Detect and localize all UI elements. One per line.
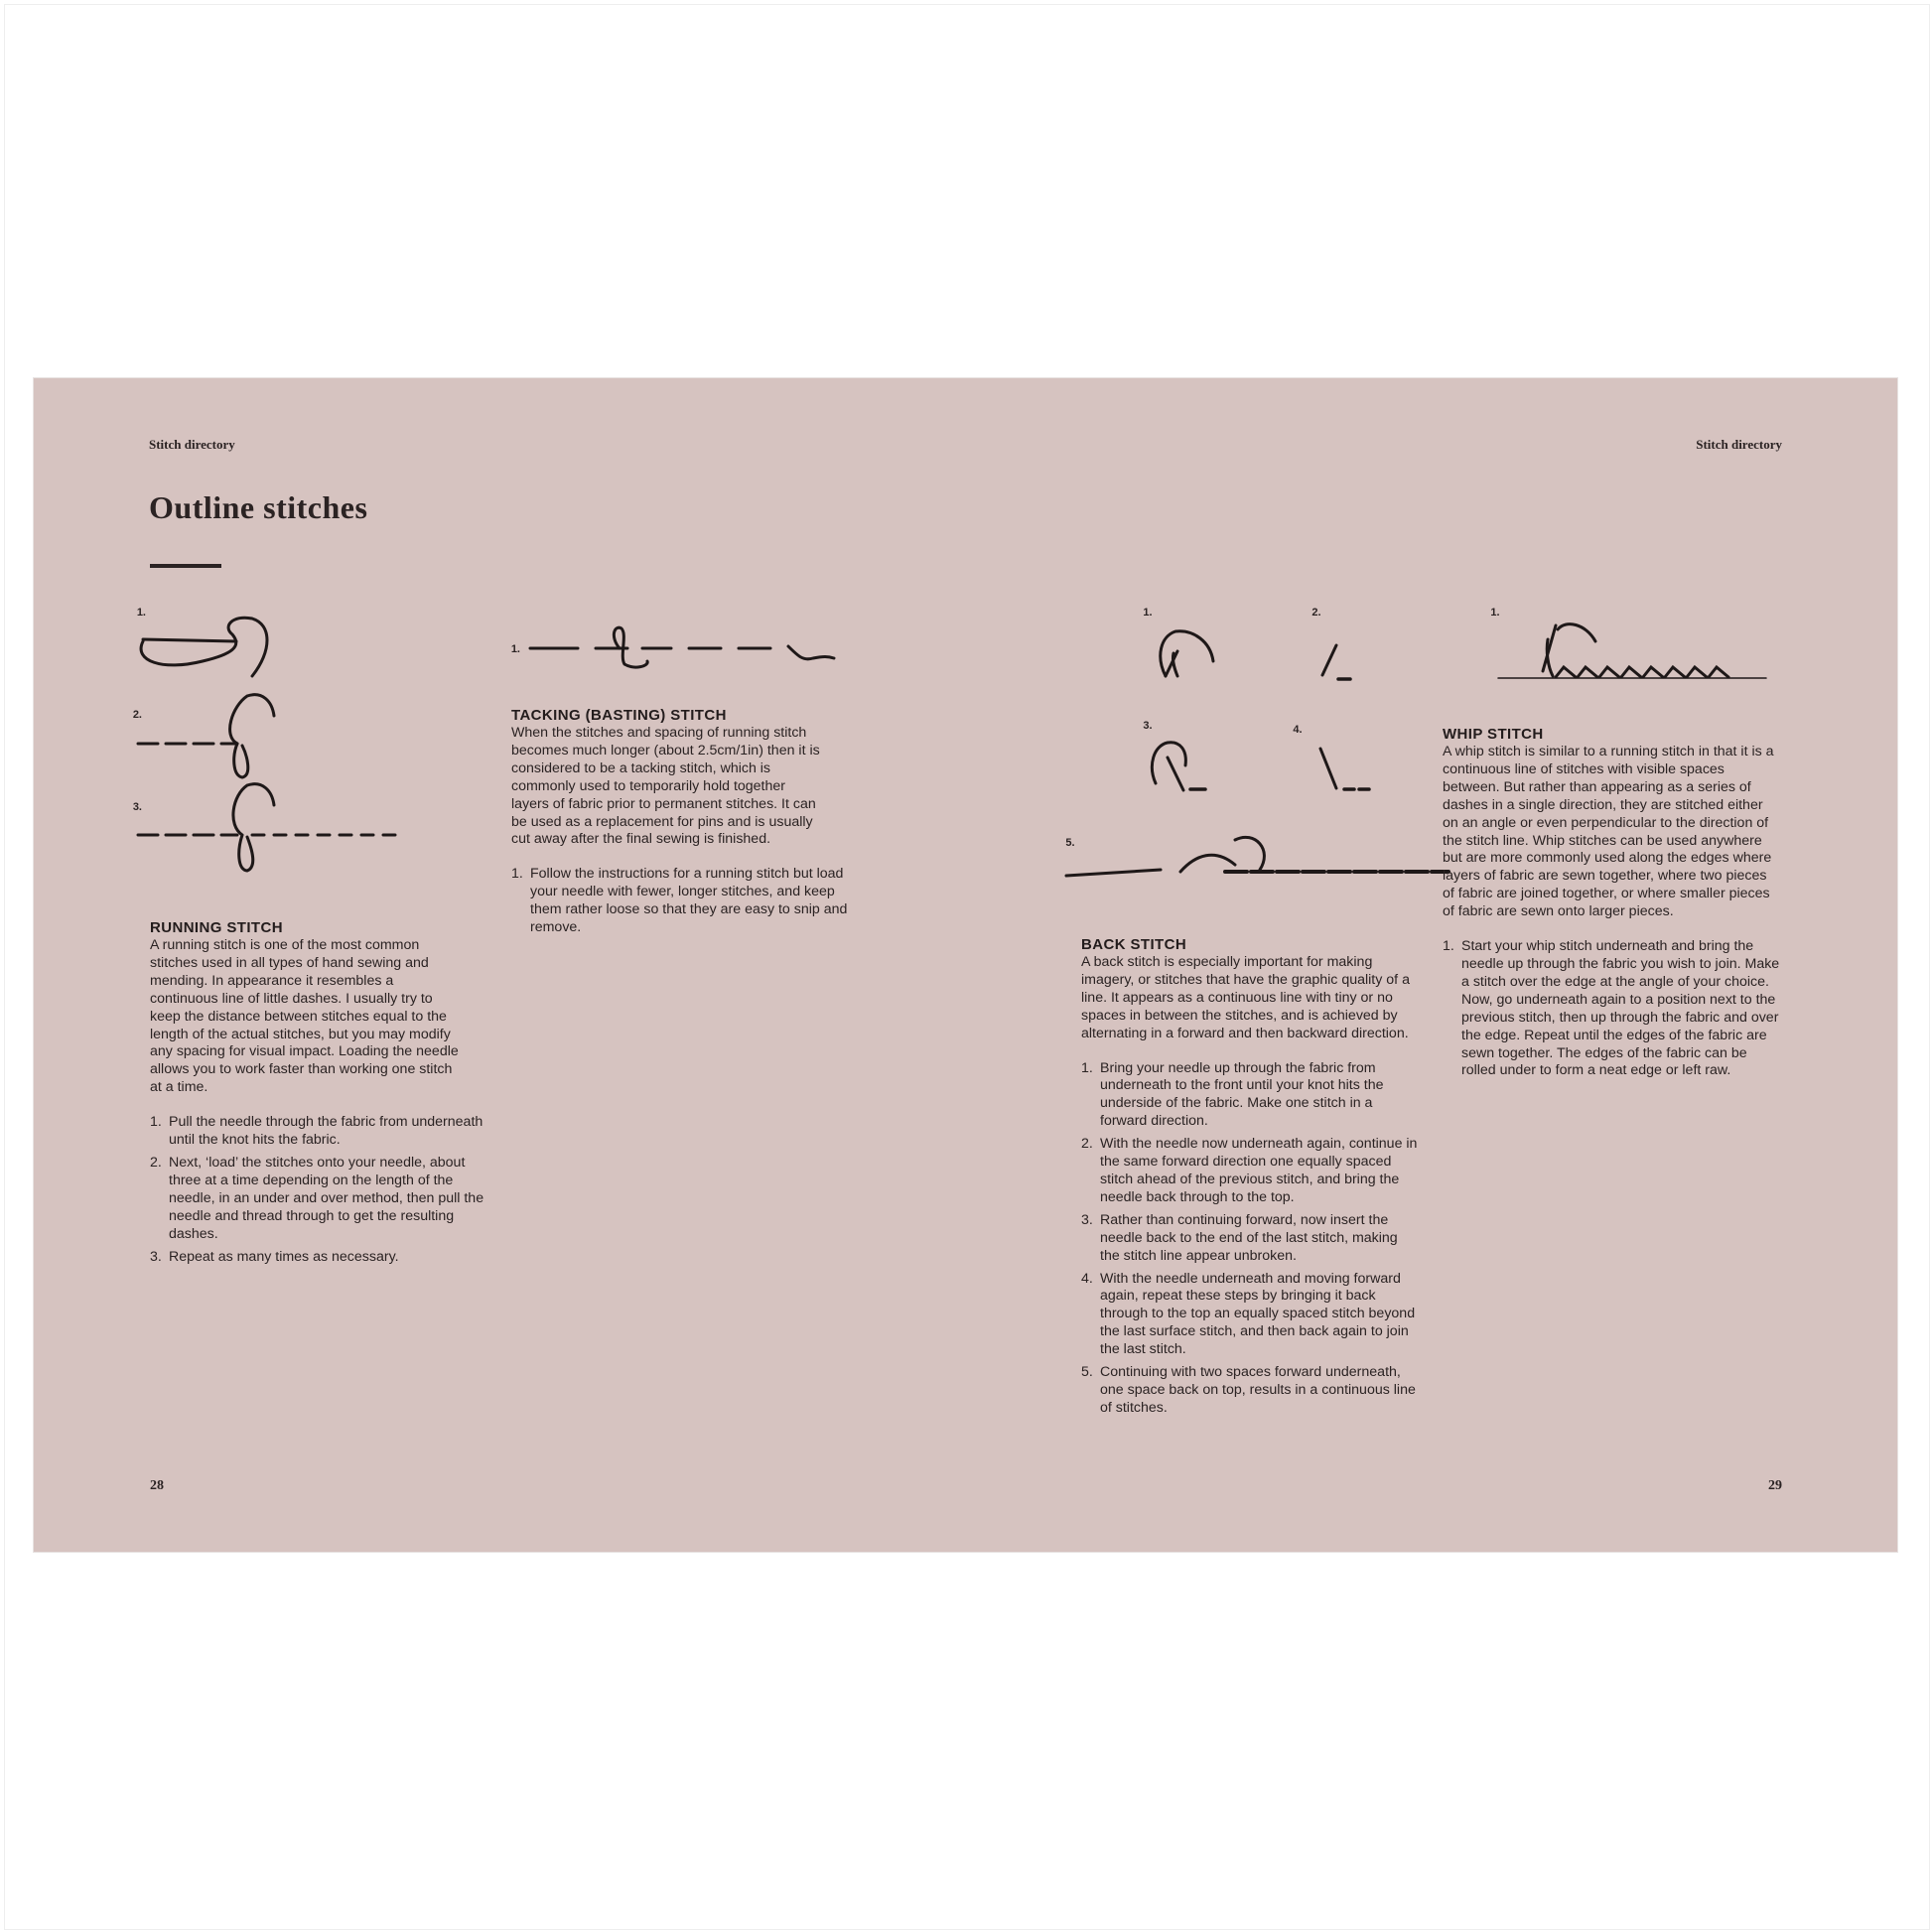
back-stitch-heading: BACK STITCH: [1081, 936, 1187, 953]
step-number: 1.: [1443, 938, 1454, 955]
step-text: With the needle underneath and moving forward again, repeat these steps by bringing it back through to the top an equally spaced stitch beyond the last surface stitch, and then back again to join the last stitch.: [1100, 1270, 1416, 1358]
whip-stitch-body: A whip stitch is similar to a running stitch in that it is a continuous line of stitches with visible spaces between. But rather than appearing as a series of dashes in a single direction, they are stitched either on an angle or even perpendicular to the direction of the stitch line. Whip stitches can be used anywhere but are more commonly used along the edges where layers of fabric are sewn together, where two pieces of fabric are joined together, or where smaller pieces of fabric are sewn onto larger pieces.: [1443, 744, 1774, 920]
step-number: 3.: [150, 1248, 162, 1265]
back-stitch-body: A back stitch is especially important for making imagery, or stitches that have the graphic quality of a line. It appears as a continuous line with tiny or no spaces in between the stitches, and is achieved by alternating in a forward and then backward direction.: [1081, 954, 1410, 1041]
step-text: Rather than continuing forward, now insert the needle back to the end of the last stitch, making the stitch line appear unbroken.: [1100, 1211, 1398, 1264]
run-fig-label-3: 3.: [132, 801, 142, 813]
page-number-left: 28: [150, 1478, 164, 1493]
running-stitch-diagram: [103, 607, 421, 895]
run-fig-label-1: 1.: [136, 607, 146, 619]
step-text: Pull the needle through the fabric from underneath until the knot hits the fabric.: [169, 1114, 483, 1149]
list-item: [1081, 1212, 1419, 1266]
whip-fig-label-1: 1.: [1490, 607, 1500, 619]
running-header-left: Stitch directory: [149, 437, 235, 452]
tacking-stitch-steps: [511, 866, 849, 937]
step-number: 2.: [150, 1154, 162, 1171]
back-fig-label-2: 2.: [1311, 607, 1321, 619]
back-stitch-steps: [1081, 1060, 1419, 1418]
step-text: Start your whip stitch underneath and bring the needle up through the fabric you wish to join. Make a stitch over the edge at the angle of your choice. Now, go underneath again to a position next to the previous stitch, then up through the fabric and over the edge. Repeat until the edges of the fabric are sewn together. The edges of the fabric can be rolled under to form a neat edge or left raw.: [1461, 938, 1780, 1079]
back-stitch-diagram: [1056, 602, 1453, 899]
list-item: [511, 866, 849, 937]
back-stitch-section: [1081, 936, 1419, 1423]
tacking-stitch-body: When the stitches and spacing of running stitch becomes much longer (about 2.5cm/1in) then it is considered to be a tacking stitch, which is commonly used to temporarily hold together layers of fabric prior to permanent stitches. It can be used as a replacement for pins and is usually cut away after the final sewing is finished.: [511, 725, 820, 848]
running-stitch-steps: [150, 1114, 497, 1266]
step-text: Repeat as many times as necessary.: [169, 1248, 399, 1265]
list-item: [1443, 938, 1785, 1080]
list-item: [1081, 1060, 1419, 1132]
running-stitch-body: A running stitch is one of the most common stitches used in all types of hand sewing and mending. In appearance it resembles a continuous line of little dashes. I usually try to keep the distance between stitches equal to the length of the actual stitches, but you may modify any spacing for visual impact. Loading the needle allows you to work faster than working one stitch at a time.: [150, 937, 459, 1096]
list-item: [1081, 1271, 1419, 1360]
step-number: 5.: [1081, 1364, 1093, 1381]
back-fig-label-4: 4.: [1293, 724, 1303, 736]
step-text: With the needle now underneath again, continue in the same forward direction one equally spaced stitch ahead of the previous stitch, and bring the needle back through to the top.: [1100, 1136, 1418, 1205]
tacking-stitch-diagram: [500, 617, 838, 686]
title-rule: [150, 564, 221, 568]
tacking-stitch-section: [511, 707, 849, 942]
running-stitch-heading: RUNNING STITCH: [150, 919, 283, 936]
back-fig-label-3: 3.: [1143, 720, 1153, 732]
run-fig-label-2: 2.: [132, 709, 142, 721]
step-number: 1.: [1081, 1059, 1093, 1076]
list-item: [150, 1249, 497, 1267]
tack-fig-label-1: 1.: [510, 643, 520, 655]
list-item: [1081, 1364, 1419, 1418]
list-item: [1081, 1136, 1419, 1207]
step-number: 4.: [1081, 1270, 1093, 1287]
step-number: 3.: [1081, 1211, 1093, 1228]
list-item: [150, 1155, 497, 1244]
page-number-right: 29: [1768, 1478, 1782, 1493]
running-stitch-section: [150, 919, 497, 1271]
step-text: Continuing with two spaces forward underneath, one space back on top, results in a continuous line of stitches.: [1100, 1364, 1416, 1416]
whip-stitch-heading: WHIP STITCH: [1443, 726, 1544, 743]
whip-stitch-diagram: [1449, 602, 1796, 701]
back-fig-label-1: 1.: [1143, 607, 1153, 619]
step-text: Bring your needle up through the fabric from underneath to the front until your knot hits the underside of the fabric. Make one stitch in a forward direction.: [1100, 1059, 1384, 1130]
page-title: Outline stitches: [149, 489, 368, 525]
running-header-right: Stitch directory: [1696, 437, 1782, 452]
back-fig-label-5: 5.: [1065, 837, 1075, 849]
step-number: 2.: [1081, 1136, 1093, 1153]
whip-stitch-steps: [1443, 938, 1785, 1080]
list-item: [150, 1114, 497, 1150]
tacking-stitch-heading: TACKING (BASTING) STITCH: [511, 707, 727, 724]
step-number: 1.: [511, 866, 523, 883]
step-number: 1.: [150, 1114, 162, 1131]
book-spread: [34, 378, 1897, 1552]
whip-stitch-section: [1443, 726, 1785, 1085]
step-text: Follow the instructions for a running stitch but load your needle with fewer, longer stitches, and keep them rather loose so that they are easy to snip and remove.: [530, 866, 848, 936]
step-text: Next, ‘load’ the stitches onto your needle, about three at a time depending on the length of the needle, in an under and over method, then pull the needle and thread through to get the resulting dashes.: [169, 1154, 484, 1242]
